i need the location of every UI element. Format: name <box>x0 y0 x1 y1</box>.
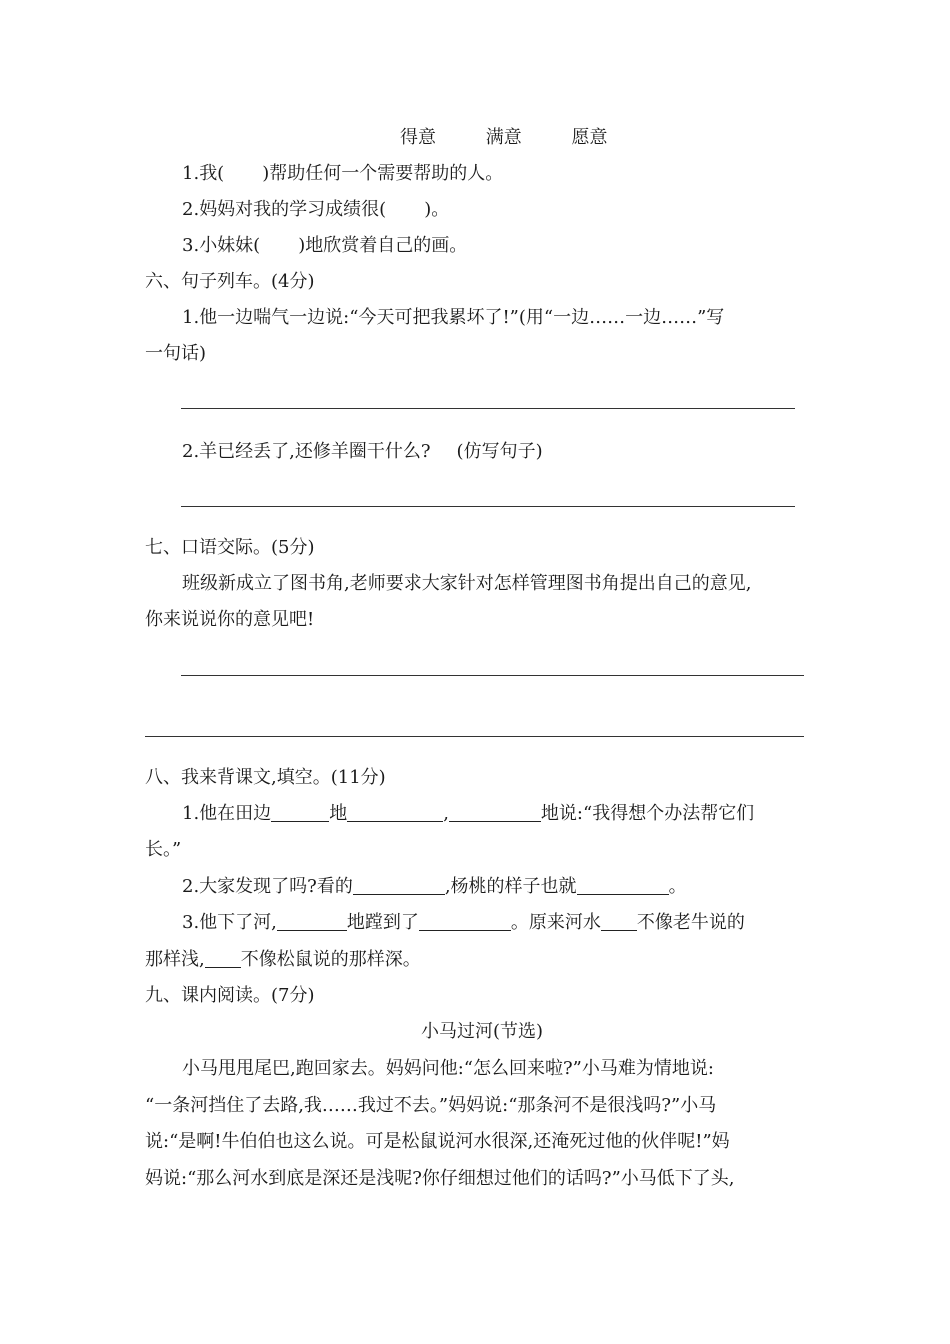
section-7-prompt: 班级新成立了图书角,老师要求大家针对怎样管理图书角提出自己的意见, <box>182 573 752 594</box>
fill-blank[interactable] <box>449 803 541 822</box>
question-text: 2.羊已经丢了,还修羊圈干什么? <box>182 441 431 462</box>
answer-line[interactable] <box>145 736 804 737</box>
answer-line[interactable] <box>181 506 795 507</box>
passage-title: 小马过河(节选) <box>421 1021 544 1042</box>
question-text: 3.他下了河, <box>182 912 277 933</box>
question-text: 地蹚到了 <box>346 912 419 933</box>
section-8-q3 <box>182 911 745 935</box>
section-7-title: 七、口语交际。(5分) <box>145 537 315 558</box>
fill-blank[interactable] <box>277 912 347 931</box>
fill-blank[interactable] <box>601 912 637 931</box>
question-text: 地 <box>329 803 348 824</box>
question-text: 那样浅, <box>145 949 205 970</box>
question-number: 1. <box>182 163 200 184</box>
question-text: 。原来河水 <box>510 912 601 933</box>
question-text: 。 <box>668 876 687 897</box>
fill-question-1 <box>182 162 503 186</box>
answer-line[interactable] <box>181 675 804 676</box>
question-number: 3. <box>182 235 200 256</box>
passage-line: “一条河挡住了去路,我……我过不去。”妈妈说:“那条河不是很浅吗?”小马 <box>145 1095 717 1116</box>
question-text: 1.他在田边 <box>182 803 272 824</box>
word-bank-item: 愿意 <box>571 127 608 148</box>
question-text: )。 <box>424 199 450 220</box>
question-text: 2.大家发现了吗?看的 <box>182 876 353 897</box>
section-6-q1: 1.他一边喘气一边说:“今天可把我累坏了!”(用“一边……一边……”写 <box>182 307 725 328</box>
question-text: 小妹妹( <box>199 235 261 256</box>
section-8-q2 <box>182 875 687 899</box>
section-8-title: 八、我来背课文,填空。(11分) <box>145 767 386 788</box>
question-text: 不像松鼠说的那样深。 <box>240 949 421 970</box>
fill-blank[interactable] <box>271 803 329 822</box>
question-text: )地欣赏着自己的画。 <box>298 235 468 256</box>
question-number: 2. <box>182 199 200 220</box>
fill-blank[interactable] <box>419 912 511 931</box>
question-text: ,杨桃的样子也就 <box>444 876 577 897</box>
passage-line: 妈说:“那么河水到底是深还是浅呢?你仔细想过他们的话吗?”小马低下了头, <box>145 1168 735 1189</box>
word-bank <box>378 126 629 150</box>
fill-blank[interactable] <box>577 876 669 895</box>
question-text: 地说:“我得想个办法帮它们 <box>540 803 755 824</box>
question-text: )帮助任何一个需要帮助的人。 <box>262 163 504 184</box>
word-bank-item: 满意 <box>485 127 522 148</box>
section-9-title: 九、课内阅读。(7分) <box>145 985 315 1006</box>
passage-line: 说:“是啊!牛伯伯也这么说。可是松鼠说河水很深,还淹死过他的伙伴呢!”妈 <box>145 1131 730 1152</box>
question-text: 不像老牛说的 <box>636 912 745 933</box>
section-7-prompt-cont: 你来说说你的意见吧! <box>145 609 315 630</box>
fill-blank[interactable] <box>205 949 241 968</box>
question-text: , <box>443 803 449 824</box>
passage-line: 小马甩甩尾巴,跑回家去。妈妈问他:“怎么回来啦?”小马难为情地说: <box>182 1058 714 1079</box>
fill-question-3 <box>182 234 467 258</box>
question-text: 妈妈对我的学习成绩很( <box>199 199 387 220</box>
fill-question-2 <box>182 198 449 222</box>
answer-line[interactable] <box>181 408 795 409</box>
fill-blank[interactable] <box>347 803 443 822</box>
word-bank-item: 得意 <box>400 127 436 148</box>
section-8-q1 <box>182 802 754 826</box>
fill-blank[interactable] <box>353 876 445 895</box>
section-6-q2 <box>182 440 543 464</box>
section-6-q1-cont: 一句话) <box>145 343 207 364</box>
section-6-title: 六、句子列车。(4分) <box>145 271 315 292</box>
question-text: 我( <box>199 163 225 184</box>
question-hint: (仿写句子) <box>456 441 543 462</box>
section-8-q1-cont: 长。” <box>145 839 182 860</box>
section-8-q3-cont <box>145 948 421 972</box>
